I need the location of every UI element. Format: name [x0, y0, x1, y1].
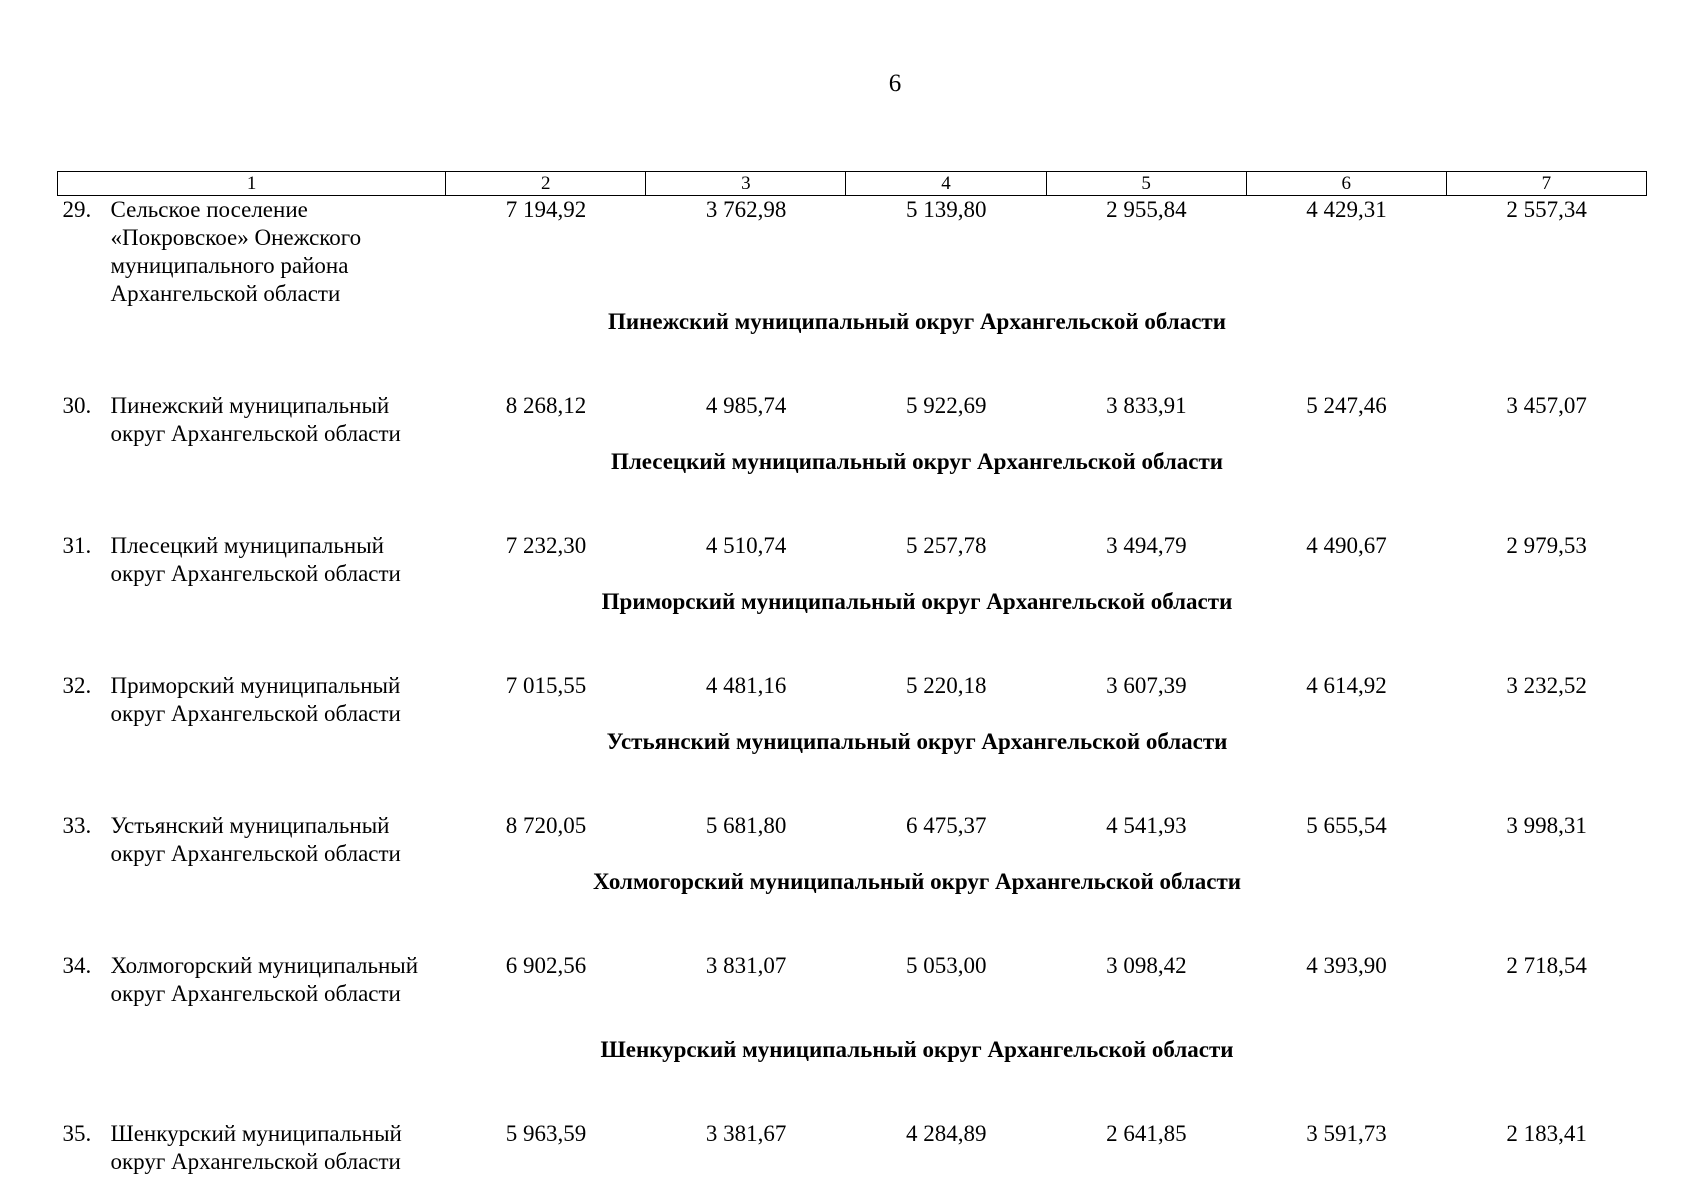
value-cell: 7 015,55: [505, 673, 587, 698]
group-title: Пинежский муниципальный округ Архангельской области: [608, 309, 1226, 334]
column-header: 2: [446, 172, 646, 196]
column-header: 5: [1046, 172, 1246, 196]
value-cell: 7 232,30: [505, 533, 587, 558]
value-cell: 5 139,80: [905, 197, 987, 222]
municipality-name: Плесецкий муниципальный округ Архангельской области: [110, 533, 401, 586]
table-row: [58, 532, 1647, 588]
row-number: 33.: [62, 813, 92, 838]
group-title: Устьянский муниципальный округ Архангельской области: [606, 729, 1228, 754]
row-number: 35.: [62, 1121, 92, 1146]
row-number: 34.: [62, 953, 92, 978]
value-cell: 4 393,90: [1306, 953, 1387, 978]
municipality-cell: [58, 532, 446, 588]
value-cell: 3 591,73: [1306, 1121, 1387, 1146]
group-title: Холмогорский муниципальный округ Архангельской области: [592, 869, 1242, 894]
municipality-name: Шенкурский муниципальный округ Архангельской области: [110, 1121, 402, 1174]
column-header: 4: [846, 172, 1046, 196]
column-header: 1: [58, 172, 446, 196]
value-cell: 8 720,05: [505, 813, 587, 838]
column-header: 3: [646, 172, 846, 196]
table-row: [58, 672, 1647, 728]
value-cell: 5 247,46: [1306, 393, 1387, 418]
value-cell: 3 494,79: [1106, 533, 1187, 558]
municipality-name: Сельское поселение «Покровское» Онежского муниципального района Архангельской области: [110, 197, 362, 306]
row-number: 30.: [62, 393, 92, 418]
group-title: Приморский муниципальный округ Архангельской области: [601, 589, 1233, 614]
value-cell: 3 833,91: [1106, 393, 1187, 418]
value-cell: 3 457,07: [1506, 393, 1587, 418]
value-cell: 5 257,78: [905, 533, 987, 558]
group-header-row: [58, 1036, 1647, 1120]
group-header-row: [58, 588, 1647, 672]
municipality-name: Холмогорский муниципальный округ Архангельской области: [110, 953, 419, 1006]
group-header-row: [58, 728, 1647, 812]
group-header-row: [58, 308, 1647, 392]
value-cell: 4 614,92: [1306, 673, 1387, 698]
group-header-row: [58, 448, 1647, 532]
value-cell: 4 284,89: [905, 1121, 987, 1146]
value-cell: 2 955,84: [1106, 197, 1187, 222]
value-cell: 4 429,31: [1306, 197, 1387, 222]
municipality-cell: [58, 1120, 446, 1176]
value-cell: 4 541,93: [1106, 813, 1187, 838]
data-table: [57, 171, 1647, 1176]
page-number: 6: [888, 70, 902, 97]
value-cell: 5 963,59: [505, 1121, 587, 1146]
table-body: [58, 196, 1647, 1177]
municipality-name: Приморский муниципальный округ Архангельской области: [110, 673, 401, 726]
table-row: [58, 392, 1647, 448]
value-cell: 5 053,00: [905, 953, 987, 978]
table-row: [58, 812, 1647, 868]
value-cell: 3 381,67: [705, 1121, 787, 1146]
value-cell: 2 641,85: [1106, 1121, 1187, 1146]
value-cell: 2 183,41: [1506, 1121, 1587, 1146]
value-cell: 4 490,67: [1306, 533, 1387, 558]
row-number: 29.: [62, 197, 92, 222]
value-cell: 8 268,12: [505, 393, 587, 418]
value-cell: 2 979,53: [1506, 533, 1587, 558]
row-number: 32.: [62, 673, 92, 698]
table-row: [58, 196, 1647, 309]
value-cell: 3 831,07: [705, 953, 787, 978]
group-title: Плесецкий муниципальный округ Архангельской области: [610, 449, 1224, 474]
value-cell: 3 098,42: [1106, 953, 1187, 978]
table-row: [58, 952, 1647, 1036]
municipality-cell: [58, 672, 446, 728]
value-cell: 5 220,18: [905, 673, 987, 698]
value-cell: 5 681,80: [705, 813, 787, 838]
value-cell: 4 510,74: [705, 533, 787, 558]
value-cell: 6 475,37: [905, 813, 987, 838]
column-number-header: [58, 172, 1647, 196]
value-cell: 3 607,39: [1106, 673, 1187, 698]
value-cell: 2 718,54: [1506, 953, 1587, 978]
value-cell: 5 922,69: [905, 393, 987, 418]
column-header: 7: [1446, 172, 1646, 196]
municipality-name: Устьянский муниципальный округ Архангельской области: [110, 813, 401, 866]
value-cell: 4 985,74: [705, 393, 787, 418]
value-cell: 3 232,52: [1506, 673, 1587, 698]
column-header: 6: [1246, 172, 1446, 196]
value-cell: 7 194,92: [505, 197, 587, 222]
value-cell: 2 557,34: [1506, 197, 1587, 222]
value-cell: 3 762,98: [705, 197, 787, 222]
value-cell: 3 998,31: [1506, 813, 1587, 838]
table-row: [58, 1120, 1647, 1176]
municipality-cell: [58, 392, 446, 448]
group-title: Шенкурский муниципальный округ Архангельской области: [600, 1037, 1234, 1062]
municipality-cell: [58, 812, 446, 868]
municipality-cell: [58, 196, 446, 309]
row-number: 31.: [62, 533, 92, 558]
value-cell: 5 655,54: [1306, 813, 1387, 838]
value-cell: 4 481,16: [705, 673, 787, 698]
municipality-cell: [58, 952, 446, 1036]
group-header-row: [58, 868, 1647, 952]
value-cell: 6 902,56: [505, 953, 587, 978]
municipality-name: Пинежский муниципальный округ Архангельской области: [110, 393, 401, 446]
